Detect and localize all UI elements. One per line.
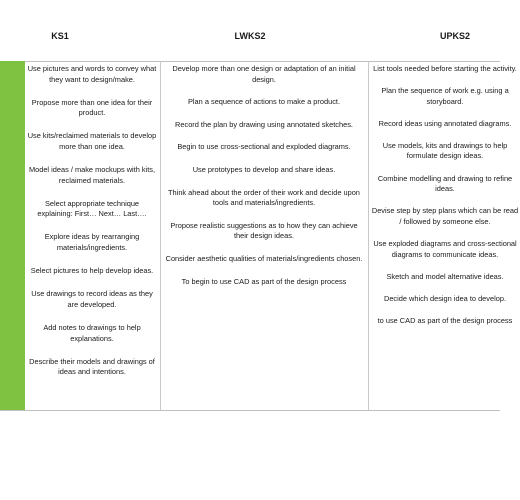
column-divider [368, 61, 369, 411]
lwks2-item: To begin to use CAD as part of the design process [181, 276, 347, 286]
lwks2-item: Propose realistic suggestions as to how they can achieve their design ideas. [170, 220, 358, 241]
ks1-column [27, 64, 157, 390]
upks2-item: Plan the sequence of work e.g. using a storyboard. [381, 86, 509, 106]
lwks2-item: Begin to use cross-sectional and exploded diagrams. [177, 142, 351, 152]
ks1-item: Select pictures to help develop ideas. [30, 266, 154, 276]
ks1-item: Propose more than one idea for their product. [31, 97, 153, 118]
ks1-item: Use kits/reclaimed materials to develop more than one idea. [27, 131, 157, 151]
lwks2-item: Think ahead about the order of their work and decide upon tools and materials/ingredients. [168, 187, 360, 208]
upks2-column [370, 64, 519, 338]
progression-table [0, 61, 519, 411]
header-lwks2: LWKS2 [234, 31, 266, 41]
upks2-item: Combine modelling and drawing to refine ideas. [377, 173, 513, 194]
lwks2-item: Plan a sequence of actions to make a product. [187, 97, 340, 107]
upks2-item: List tools needed before starting the activity. [373, 64, 517, 73]
green-accent-strip [0, 61, 25, 411]
ks1-item: Select appropriate technique explaining: First… Next… Last…. [37, 198, 147, 219]
lwks2-item: Consider aesthetic qualities of materials/ingredients chosen. [165, 253, 363, 263]
ks1-item: Model ideas / make mockups with kits, reclaimed materials. [28, 165, 156, 185]
upks2-item: Devise step by step plans which can be read / followed by someone else. [371, 206, 519, 226]
upks2-item: Sketch and model alternative ideas. [386, 271, 504, 281]
ks1-item: Use pictures and words to convey what they want to design/make. [27, 64, 157, 84]
upks2-item: Record ideas using annotated diagrams. [378, 118, 512, 128]
upks2-inner [370, 64, 520, 326]
upks2-item: Use exploded diagrams and cross-sectional diagrams to communicate ideas. [373, 238, 517, 259]
header-ks1: KS1 [51, 31, 69, 41]
upks2-item: Decide which design idea to develop. [383, 293, 507, 303]
lwks2-column [163, 64, 365, 299]
table-bottom-rule [0, 410, 500, 411]
header-upks2: UPKS2 [439, 31, 470, 41]
lwks2-item: Use prototypes to develop and share ideas. [192, 164, 336, 174]
ks1-item: Use drawings to record ideas as they are developed. [31, 289, 153, 309]
ks1-item: Explore ideas by rearranging materials/ingredients. [44, 232, 140, 253]
upks2-item: to use CAD as part of the design process [377, 315, 513, 325]
ks1-item: Add notes to drawings to help explanations. [43, 322, 141, 343]
column-divider [160, 61, 161, 411]
lwks2-item: Develop more than one design or adaptation of an initial design. [172, 64, 356, 84]
table-top-rule [0, 61, 500, 62]
ks1-item: Describe their models and drawings of ideas and intentions. [29, 356, 155, 377]
upks2-item: Use models, kits and drawings to help formulate design ideas. [382, 140, 508, 161]
lwks2-item: Record the plan by drawing using annotated sketches. [175, 119, 353, 129]
